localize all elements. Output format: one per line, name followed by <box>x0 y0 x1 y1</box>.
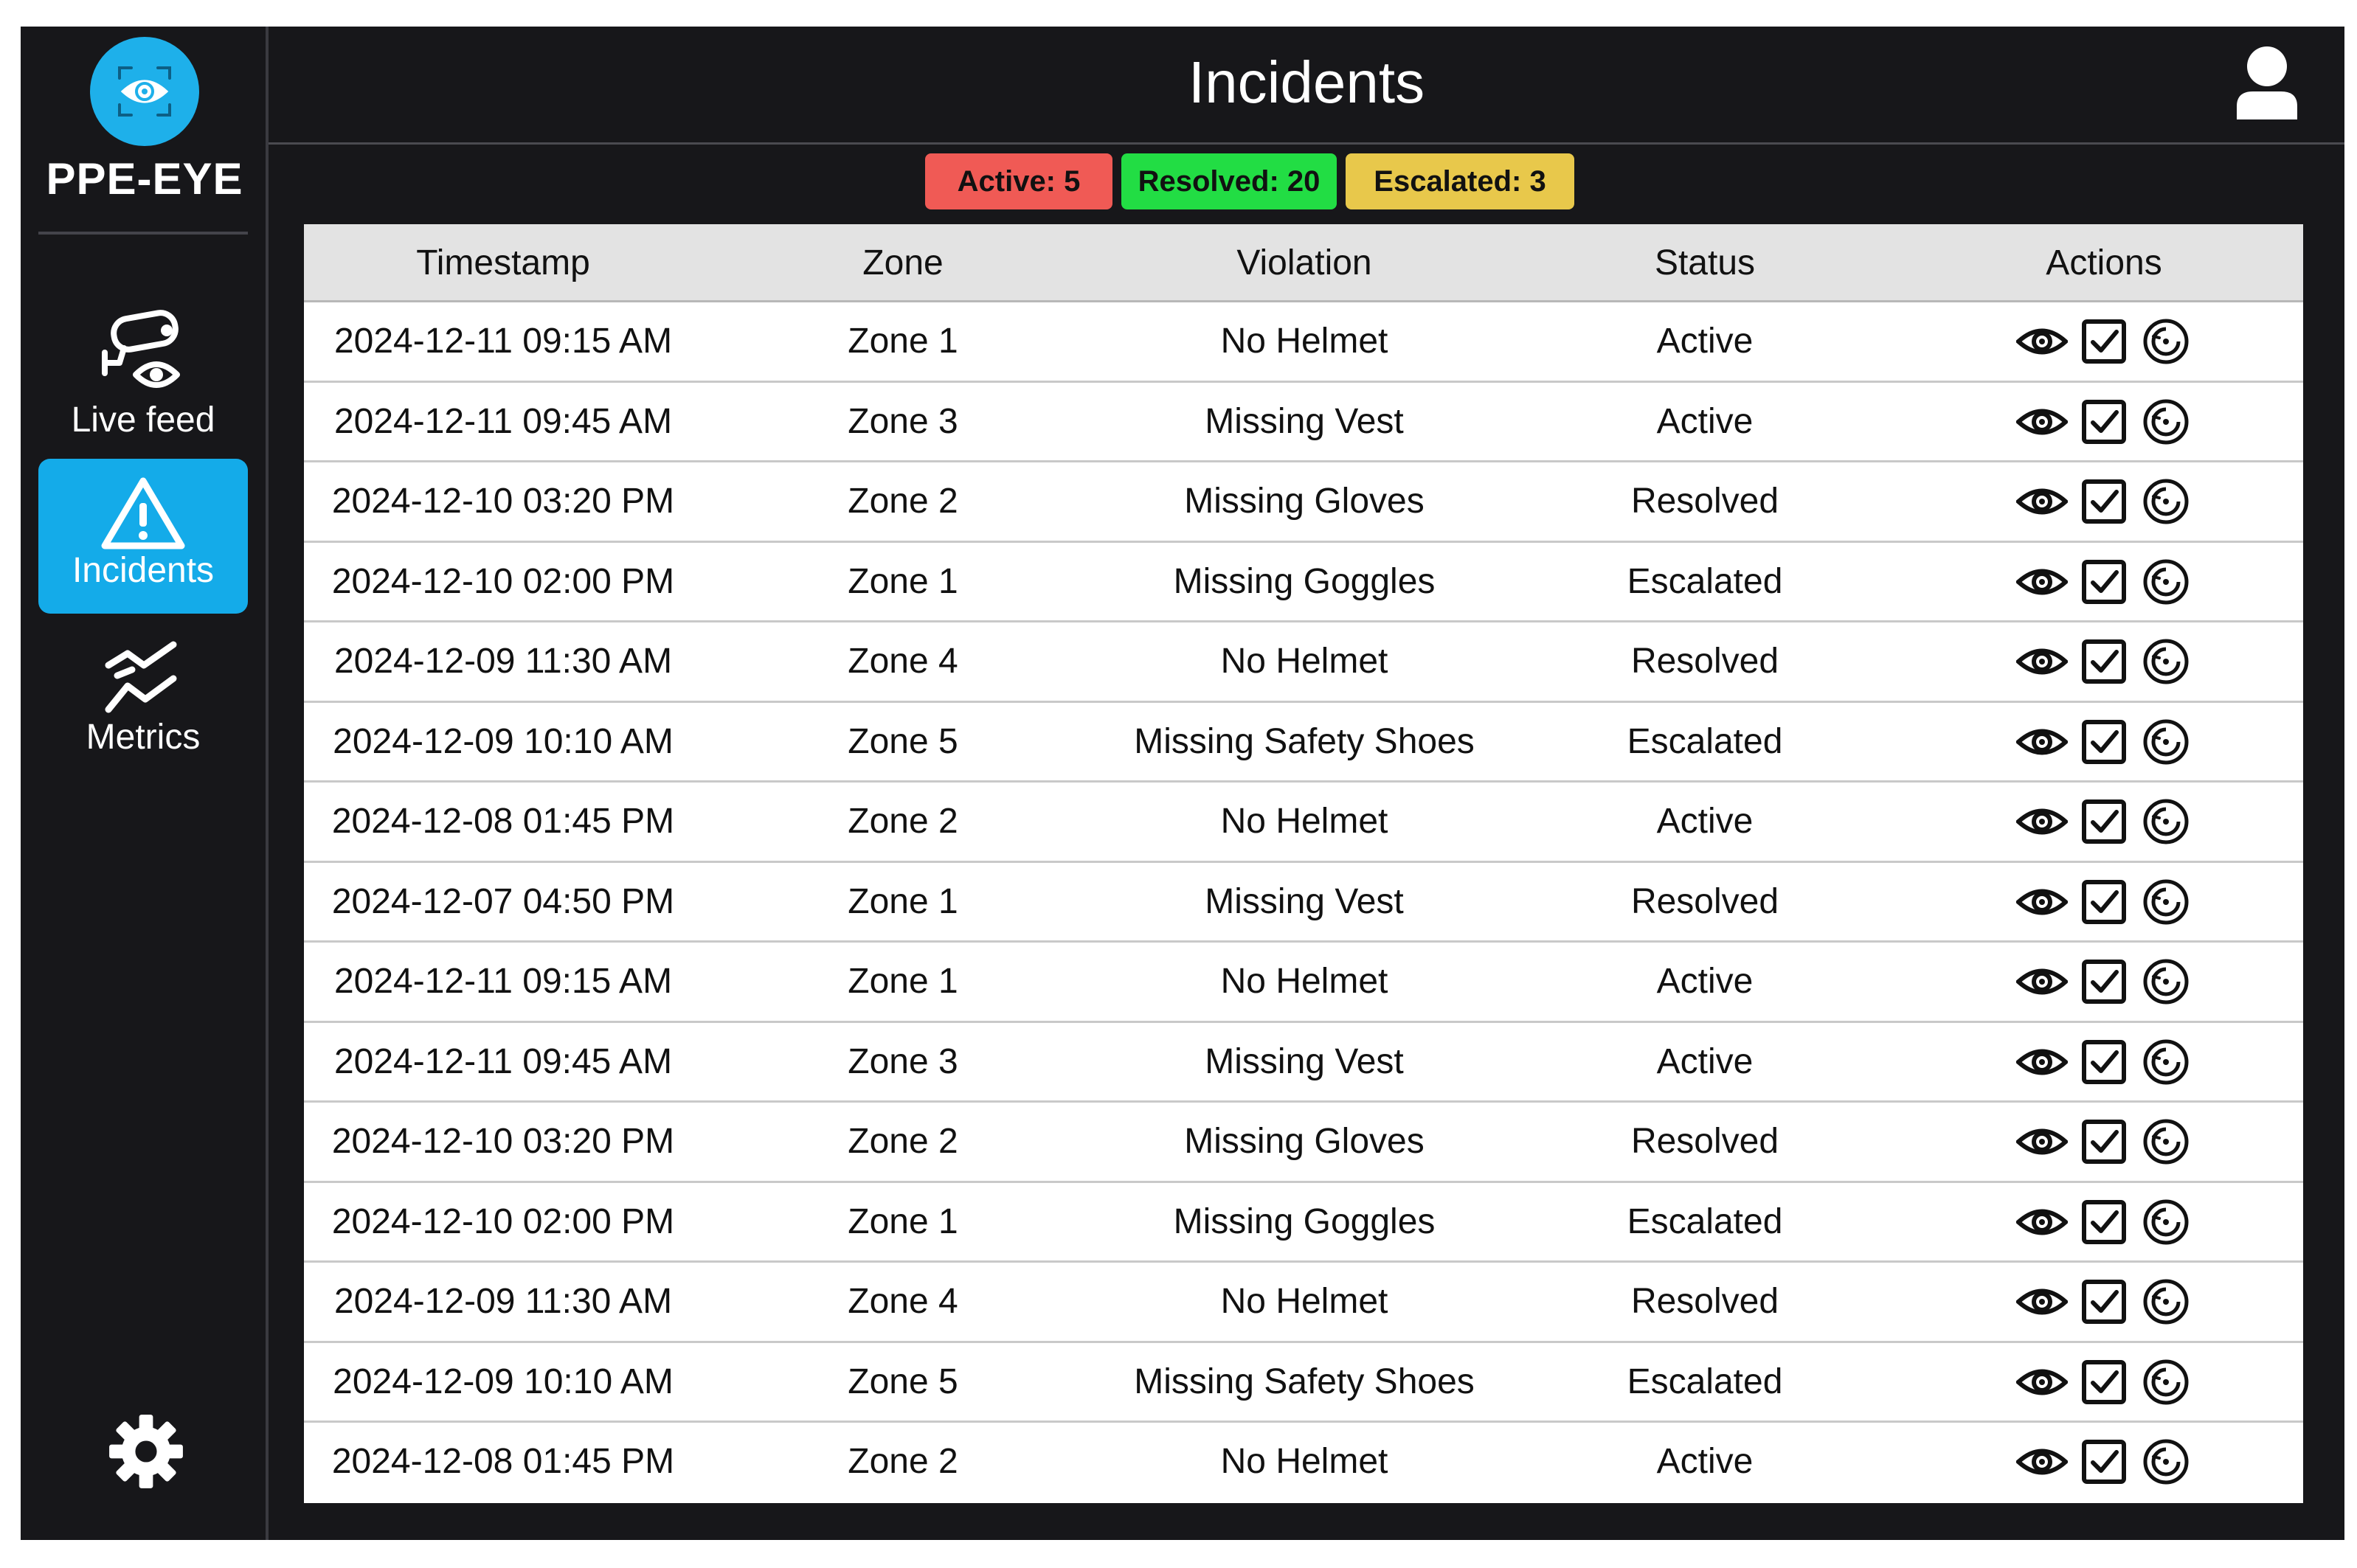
eye-icon[interactable] <box>2016 876 2068 928</box>
violation-cell: Missing Safety Shoes <box>1134 1361 1475 1401</box>
app-window <box>21 27 2344 1540</box>
eye-icon[interactable] <box>2016 1276 2068 1328</box>
row-actions <box>1905 1023 2303 1101</box>
violation-cell: Missing Goggles <box>1173 561 1436 601</box>
zone-cell: Zone 4 <box>848 1282 958 1321</box>
checkbox-icon[interactable] <box>2078 956 2130 1007</box>
table-row[interactable] <box>304 863 2303 943</box>
eye-icon[interactable] <box>2016 1036 2068 1088</box>
eye-icon[interactable] <box>2016 636 2068 687</box>
zone-cell: Zone 4 <box>848 642 958 681</box>
row-actions <box>1905 703 2303 781</box>
timestamp-cell: 2024-12-10 03:20 PM <box>331 1122 675 1161</box>
violation-cell: No Helmet <box>1220 642 1388 681</box>
sidebar-item-label: Incidents <box>72 551 215 590</box>
table-header <box>304 224 2303 302</box>
gear-icon[interactable] <box>108 1413 184 1490</box>
sidebar-item-label: Live feed <box>71 400 215 440</box>
timestamp-cell: 2024-12-09 11:30 AM <box>333 1282 673 1321</box>
column-header-status[interactable]: Status <box>1654 243 1756 282</box>
user-icon[interactable] <box>2234 43 2300 124</box>
table-row[interactable] <box>304 1023 2303 1103</box>
warning-icon <box>99 476 187 550</box>
checkbox-icon[interactable] <box>2078 796 2130 847</box>
escalate-icon[interactable] <box>2140 1356 2192 1408</box>
eye-icon[interactable] <box>2016 316 2068 367</box>
incidents-table <box>304 224 2303 1503</box>
table-row[interactable] <box>304 543 2303 623</box>
column-header-actions: Actions <box>2046 243 2162 282</box>
timestamp-cell: 2024-12-09 10:10 AM <box>333 721 674 761</box>
escalate-icon[interactable] <box>2140 1276 2192 1328</box>
table-row[interactable] <box>304 703 2303 783</box>
status-cell: Escalated <box>1627 1201 1783 1241</box>
escalate-icon[interactable] <box>2140 396 2192 448</box>
timestamp-cell: 2024-12-10 02:00 PM <box>331 561 675 601</box>
violation-cell: Missing Vest <box>1205 401 1404 441</box>
escalate-icon[interactable] <box>2140 796 2192 847</box>
table-row[interactable] <box>304 1183 2303 1263</box>
checkbox-icon[interactable] <box>2078 716 2130 768</box>
escalate-icon[interactable] <box>2140 1196 2192 1248</box>
checkbox-icon[interactable] <box>2078 476 2130 527</box>
escalate-icon[interactable] <box>2140 1436 2192 1488</box>
table-row[interactable] <box>304 1263 2303 1343</box>
eye-icon[interactable] <box>2016 476 2068 527</box>
violation-cell: No Helmet <box>1220 1282 1388 1321</box>
timestamp-cell: 2024-12-11 09:45 AM <box>333 1041 673 1081</box>
violation-cell: Missing Goggles <box>1173 1201 1436 1241</box>
zone-cell: Zone 1 <box>848 962 958 1001</box>
timestamp-cell: 2024-12-11 09:15 AM <box>333 962 673 1001</box>
active-count-badge[interactable]: Active: 5 <box>925 153 1112 209</box>
checkbox-icon[interactable] <box>2078 396 2130 448</box>
logo-badge <box>90 37 199 146</box>
checkbox-icon[interactable] <box>2078 876 2130 928</box>
status-cell: Resolved <box>1630 482 1779 521</box>
zone-cell: Zone 1 <box>848 881 958 921</box>
eye-icon[interactable] <box>2016 1436 2068 1488</box>
column-header-timestamp[interactable]: Timestamp <box>416 243 590 282</box>
zone-cell: Zone 1 <box>848 1201 958 1241</box>
row-actions <box>1905 383 2303 461</box>
status-cell: Resolved <box>1630 1282 1779 1321</box>
violation-cell: Missing Safety Shoes <box>1134 721 1475 761</box>
eye-icon[interactable] <box>2016 556 2068 608</box>
status-cell: Active <box>1656 962 1754 1001</box>
timestamp-cell: 2024-12-11 09:45 AM <box>333 401 673 441</box>
zone-cell: Zone 2 <box>848 1442 958 1481</box>
violation-cell: Missing Vest <box>1205 881 1404 921</box>
eye-icon[interactable] <box>2016 716 2068 768</box>
zone-cell: Zone 2 <box>848 802 958 841</box>
escalate-icon[interactable] <box>2140 1116 2192 1168</box>
escalate-icon[interactable] <box>2140 716 2192 768</box>
violation-cell: Missing Gloves <box>1184 1122 1425 1161</box>
timestamp-cell: 2024-12-08 01:45 PM <box>331 1442 675 1481</box>
row-actions <box>1905 462 2303 541</box>
escalated-count-badge[interactable]: Escalated: 3 <box>1346 153 1574 209</box>
camera-eye-icon <box>91 310 195 398</box>
table-row[interactable] <box>304 383 2303 463</box>
row-actions <box>1905 1343 2303 1421</box>
sidebar-item-metrics[interactable] <box>38 618 248 773</box>
checkbox-icon[interactable] <box>2078 636 2130 687</box>
sidebar-item-label: Metrics <box>86 718 201 757</box>
status-cell: Resolved <box>1630 642 1779 681</box>
row-actions <box>1905 1103 2303 1181</box>
status-cell: Escalated <box>1627 721 1783 761</box>
logo-text: PPE-EYE <box>46 154 243 204</box>
table-row[interactable] <box>304 1343 2303 1423</box>
status-cell: Active <box>1656 401 1754 441</box>
violation-cell: Missing Vest <box>1205 1041 1404 1081</box>
status-cell: Resolved <box>1630 1122 1779 1161</box>
row-actions <box>1905 302 2303 381</box>
escalate-icon[interactable] <box>2140 636 2192 687</box>
violation-cell: No Helmet <box>1220 962 1388 1001</box>
escalate-icon[interactable] <box>2140 316 2192 367</box>
table-row[interactable] <box>304 1103 2303 1183</box>
status-cell: Escalated <box>1627 561 1783 601</box>
violation-cell: Missing Gloves <box>1184 482 1425 521</box>
row-actions <box>1905 1423 2303 1501</box>
column-header-zone[interactable]: Zone <box>862 243 944 282</box>
escalate-icon[interactable] <box>2140 876 2192 928</box>
zone-cell: Zone 2 <box>848 482 958 521</box>
row-actions <box>1905 622 2303 701</box>
timestamp-cell: 2024-12-08 01:45 PM <box>331 802 675 841</box>
table-row[interactable] <box>304 783 2303 863</box>
eye-icon[interactable] <box>2016 1116 2068 1168</box>
eye-icon[interactable] <box>2016 396 2068 448</box>
column-header-violation[interactable]: Violation <box>1236 243 1372 282</box>
checkbox-icon[interactable] <box>2078 316 2130 367</box>
row-actions <box>1905 863 2303 941</box>
eye-icon[interactable] <box>2016 1196 2068 1248</box>
table-row[interactable] <box>304 462 2303 543</box>
chart-icon <box>103 640 184 714</box>
violation-cell: No Helmet <box>1220 1442 1388 1481</box>
timestamp-cell: 2024-12-11 09:15 AM <box>333 322 673 361</box>
zone-cell: Zone 5 <box>848 1361 958 1401</box>
zone-cell: Zone 5 <box>848 721 958 761</box>
escalate-icon[interactable] <box>2140 1036 2192 1088</box>
timestamp-cell: 2024-12-09 11:30 AM <box>333 642 673 681</box>
zone-cell: Zone 3 <box>848 401 958 441</box>
sidebar <box>21 27 269 1540</box>
escalate-icon[interactable] <box>2140 556 2192 608</box>
row-actions <box>1905 1263 2303 1341</box>
checkbox-icon[interactable] <box>2078 1356 2130 1408</box>
timestamp-cell: 2024-12-09 10:10 AM <box>333 1361 674 1401</box>
status-cell: Escalated <box>1627 1361 1783 1401</box>
eye-icon[interactable] <box>2016 956 2068 1007</box>
checkbox-icon[interactable] <box>2078 1196 2130 1248</box>
row-actions <box>1905 543 2303 621</box>
checkbox-icon[interactable] <box>2078 1276 2130 1328</box>
row-actions <box>1905 943 2303 1021</box>
zone-cell: Zone 1 <box>848 561 958 601</box>
checkbox-icon[interactable] <box>2078 1116 2130 1168</box>
timestamp-cell: 2024-12-10 03:20 PM <box>331 482 675 521</box>
checkbox-icon[interactable] <box>2078 556 2130 608</box>
timestamp-cell: 2024-12-10 02:00 PM <box>331 1201 675 1241</box>
checkbox-icon[interactable] <box>2078 1036 2130 1088</box>
eye-icon[interactable] <box>2016 1356 2068 1408</box>
status-cell: Active <box>1656 322 1754 361</box>
table-row[interactable] <box>304 302 2303 383</box>
eye-scan-logo-icon <box>115 62 174 121</box>
header <box>269 27 2344 145</box>
table-row[interactable] <box>304 943 2303 1023</box>
zone-cell: Zone 1 <box>848 322 958 361</box>
eye-icon[interactable] <box>2016 796 2068 847</box>
table-row[interactable] <box>304 1423 2303 1503</box>
status-cell: Active <box>1656 802 1754 841</box>
zone-cell: Zone 3 <box>848 1041 958 1081</box>
page-title: Incidents <box>1188 49 1425 115</box>
violation-cell: No Helmet <box>1220 322 1388 361</box>
status-cell: Active <box>1656 1041 1754 1081</box>
timestamp-cell: 2024-12-07 04:50 PM <box>331 881 675 921</box>
table-row[interactable] <box>304 622 2303 703</box>
sidebar-item-live-feed[interactable] <box>38 299 248 454</box>
resolved-count-badge[interactable]: Resolved: 20 <box>1121 153 1337 209</box>
zone-cell: Zone 2 <box>848 1122 958 1161</box>
status-cell: Resolved <box>1630 881 1779 921</box>
sidebar-item-incidents[interactable] <box>38 459 248 614</box>
violation-cell: No Helmet <box>1220 802 1388 841</box>
escalate-icon[interactable] <box>2140 956 2192 1007</box>
checkbox-icon[interactable] <box>2078 1436 2130 1488</box>
escalate-icon[interactable] <box>2140 476 2192 527</box>
sidebar-divider <box>38 232 248 235</box>
row-actions <box>1905 1183 2303 1261</box>
row-actions <box>1905 783 2303 861</box>
status-cell: Active <box>1656 1442 1754 1481</box>
